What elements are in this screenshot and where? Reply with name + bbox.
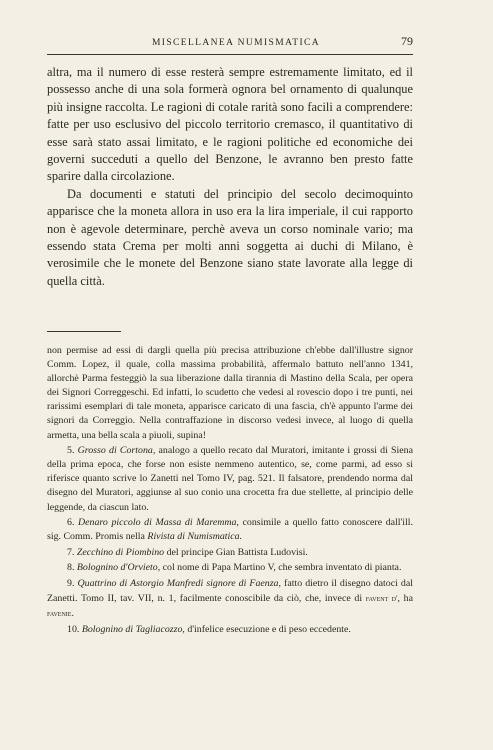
footnote-paragraph: [47, 516, 413, 544]
footnote-paragraph: [47, 444, 413, 514]
text-run: Da documenti e statuti del principio del secolo decimoquinto apparisce che la moneta allora in uso era la lira imperiale, il cui rapporto non è agevole determinare, perchè aveva un corso nominale vario; ma essendo stata Crema per molti anni soggetta ai duchi di Milano, è verosimile che le monete del Benzone siano state lavorate alla legge di quella città.: [47, 186, 413, 288]
page-number: 79: [401, 34, 413, 48]
text-run: 5.: [67, 445, 78, 457]
page-header: [47, 34, 413, 49]
italic-text: Bolognino di Tagliacozzo,: [81, 623, 185, 635]
main-text: [47, 64, 413, 290]
text-run: non permise ad essi di dargli quella più precisa attribuzione ch'ebbe dall'illustre signor Comm. Lopez, il quale, colla massima probabilità, affermalo battuto nell'anno 1341, allorchè Parma festeggiò la sua liberazione dalla tirannia di Mastino della Scala, per opera dei Signori Correggeschi. Ed infatti, lo scudetto che vedesi al rovescio dopo i tre punti, nei rarissimi esemplari di tale moneta, apparisce caricato di una fascia, ch'è appunto l'arme dei signori da Correggio. Nella contraffazione in discorso vedesi invece, al luogo di quella armetta, una bella scala a piuoli, supina!: [47, 345, 413, 441]
small-caps-text: favent d': [365, 593, 398, 604]
text-run: d'infelice esecuzione e di peso eccedente.: [184, 623, 351, 635]
italic-text: Grosso di Cortona,: [77, 445, 156, 457]
text-run: del principe Gian Battista Ludovisi.: [164, 546, 308, 558]
text-run: 7.: [67, 546, 77, 558]
footnote-paragraph: [47, 344, 413, 443]
text-run: .: [71, 608, 74, 620]
footnotes: [47, 344, 413, 638]
italic-text: Zecchino di Piombino: [76, 546, 165, 558]
text-run: consimile a quello fatto conoscere dall'ill. sig. Comm. Promis nella: [47, 517, 413, 543]
small-caps-text: favenie: [47, 608, 72, 619]
text-run: 6.: [67, 517, 79, 529]
body-paragraph: [47, 186, 413, 290]
italic-text: Quattrino di Astorgio Manfredi signore di Faenza,: [77, 578, 281, 589]
footnote-paragraph: [47, 623, 413, 637]
text-run: 9.: [67, 578, 78, 589]
italic-text: Denaro piccolo di Massa di Maremma,: [78, 517, 239, 529]
text-run: fatto dietro il disegno datoci dal Zanetti. Tomo II, tav. VII, n. 1, facilmente conoscibile da ciò, che, invece di: [47, 578, 413, 605]
footnote-paragraph: [47, 546, 413, 560]
running-head: MISCELLANEA NUMISMATICA: [151, 38, 321, 48]
header-rule: [47, 54, 413, 55]
text-run: 8.: [67, 562, 77, 574]
footnote-paragraph: [47, 561, 413, 575]
footnote-separator: [47, 331, 121, 332]
text-run: altra, ma il numero di esse resterà sempre estremamente limitato, ed il possesso anche di una sola formerà ognora bel ornamento di qualunque più insigne raccolta. Le ragioni di cotale rarità sono facili a comprendere: fatte per uso esclusivo del piccolo territorio cremasco, il quantitativo di esse sarà stato assai limitato, e le ragioni politiche ed economiche dei governi succeduti a quello del Benzone, le avranno ben presto fatte sparire dalla circolazione.: [47, 65, 413, 184]
text-run: 10.: [67, 623, 82, 635]
text-run: analogo a quello recato dal Muratori, imitante i grossi di Siena della prima epoca, che forse non esiste nemmeno autentico, se, come parmi, ad esso si riferisce quanto scrive lo Zanetti nel Tomo IV, pag. 521. Il falsatore, prendendo norma dal disegno del Muratori, aggiunse al suo conio una crocetta fra due stellette, al principio delle leggende, da ciascun lato.: [47, 445, 413, 513]
footnote-paragraph: [47, 577, 413, 621]
text-run: col nome di Papa Martino V, che sembra inventato di pianta.: [160, 562, 402, 574]
italic-text: Rivista di Numismatica.: [147, 531, 243, 543]
text-run: , ha: [397, 593, 413, 605]
body-paragraph: [47, 64, 413, 186]
italic-text: Bolognino d'Orvieto,: [76, 562, 161, 574]
